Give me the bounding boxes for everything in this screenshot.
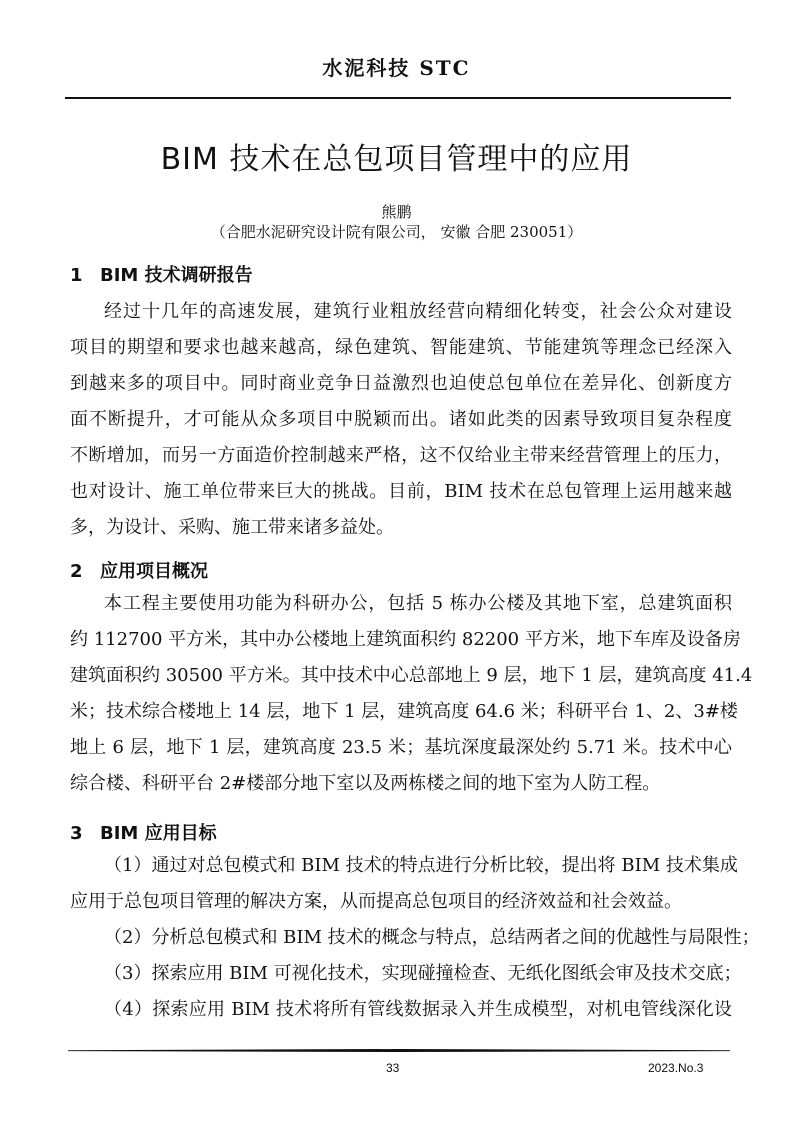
journal-header: 水泥科技 STC: [322, 56, 471, 80]
text-line: 不断增加，而另一方面造价控制越来严格，这不仅给业主带来经营管理上的压力，: [70, 445, 732, 466]
text-line: 多，为设计、采购、施工带来诸多益处。: [70, 517, 394, 538]
text-line: 项目的期望和要求也越来越高，绿色建筑、智能建筑、节能建筑等理念已经深入: [70, 337, 732, 358]
page-number: 33: [386, 1061, 400, 1075]
section-heading: [70, 557, 208, 583]
text-line: 综合楼、科研平台 2#楼部分地下室以及两栋楼之间的地下室为人防工程。: [70, 773, 661, 794]
text-line: 米；技术综合楼地上 14 层，地下 1 层，建筑高度 64.6 米；科研平台 1、2、3#楼: [70, 701, 738, 722]
text-line: 建筑面积约 30500 平方米。其中技术中心总部地上 9 层，地下 1 层，建筑高度 41.4: [70, 665, 753, 686]
section-number: 3: [70, 823, 83, 844]
section-title: BIM 应用目标: [100, 823, 217, 844]
text-line: （2）分析总包模式和 BIM 技术的概念与特点，总结两者之间的优越性与局限性；: [104, 927, 760, 948]
section-title: 应用项目概况: [100, 561, 208, 582]
section-number: 1: [70, 265, 83, 286]
text-line: 面不断提升，才可能从众多项目中脱颖而出。诸如此类的因素导致项目复杂程度: [70, 409, 732, 430]
text-line: 约 112700 平方米，其中办公楼地上建筑面积约 82200 平方米，地下车库及设备房: [70, 629, 741, 650]
text-line: （3）探索应用 BIM 可视化技术，实现碰撞检查、无纸化图纸会审及技术交底；: [104, 963, 742, 984]
text-line: 到越来多的项目中。同时商业竞争日益激烈也迫使总包单位在差异化、创新度方: [70, 373, 732, 394]
text-line: 经过十几年的高速发展，建筑行业粗放经营向精细化转变，社会公众对建设: [104, 301, 732, 322]
section-heading: [70, 261, 253, 287]
text-line: 也对设计、施工单位带来巨大的挑战。目前，BIM 技术在总包管理上运用越来越: [70, 481, 732, 502]
text-line: （1）通过对总包模式和 BIM 技术的特点进行分析比较，提出将 BIM 技术集成: [104, 855, 738, 876]
section-number: 2: [70, 561, 83, 582]
section-title: BIM 技术调研报告: [100, 265, 253, 286]
article-title: BIM 技术在总包项目管理中的应用: [160, 142, 633, 177]
header-rule: [65, 97, 731, 99]
affiliation: （合肥水泥研究设计院有限公司， 安徽 合肥 230051）: [210, 223, 583, 241]
text-line: 本工程主要使用功能为科研办公，包括 5 栋办公楼及其地下室，总建筑面积: [104, 593, 732, 614]
footer-rule: [68, 1049, 730, 1052]
text-line: 应用于总包项目管理的解决方案，从而提高总包项目的经济效益和社会效益。: [70, 891, 682, 912]
text-line: （4）探索应用 BIM 技术将所有管线数据录入并生成模型，对机电管线深化设: [104, 999, 732, 1020]
text-line: 地上 6 层，地下 1 层，建筑高度 23.5 米；基坑深度最深处约 5.71 米。技术中心: [70, 737, 732, 758]
section-heading: [70, 819, 217, 845]
author: 熊鹏: [381, 203, 412, 221]
issue-number: 2023.No.3: [648, 1061, 704, 1075]
